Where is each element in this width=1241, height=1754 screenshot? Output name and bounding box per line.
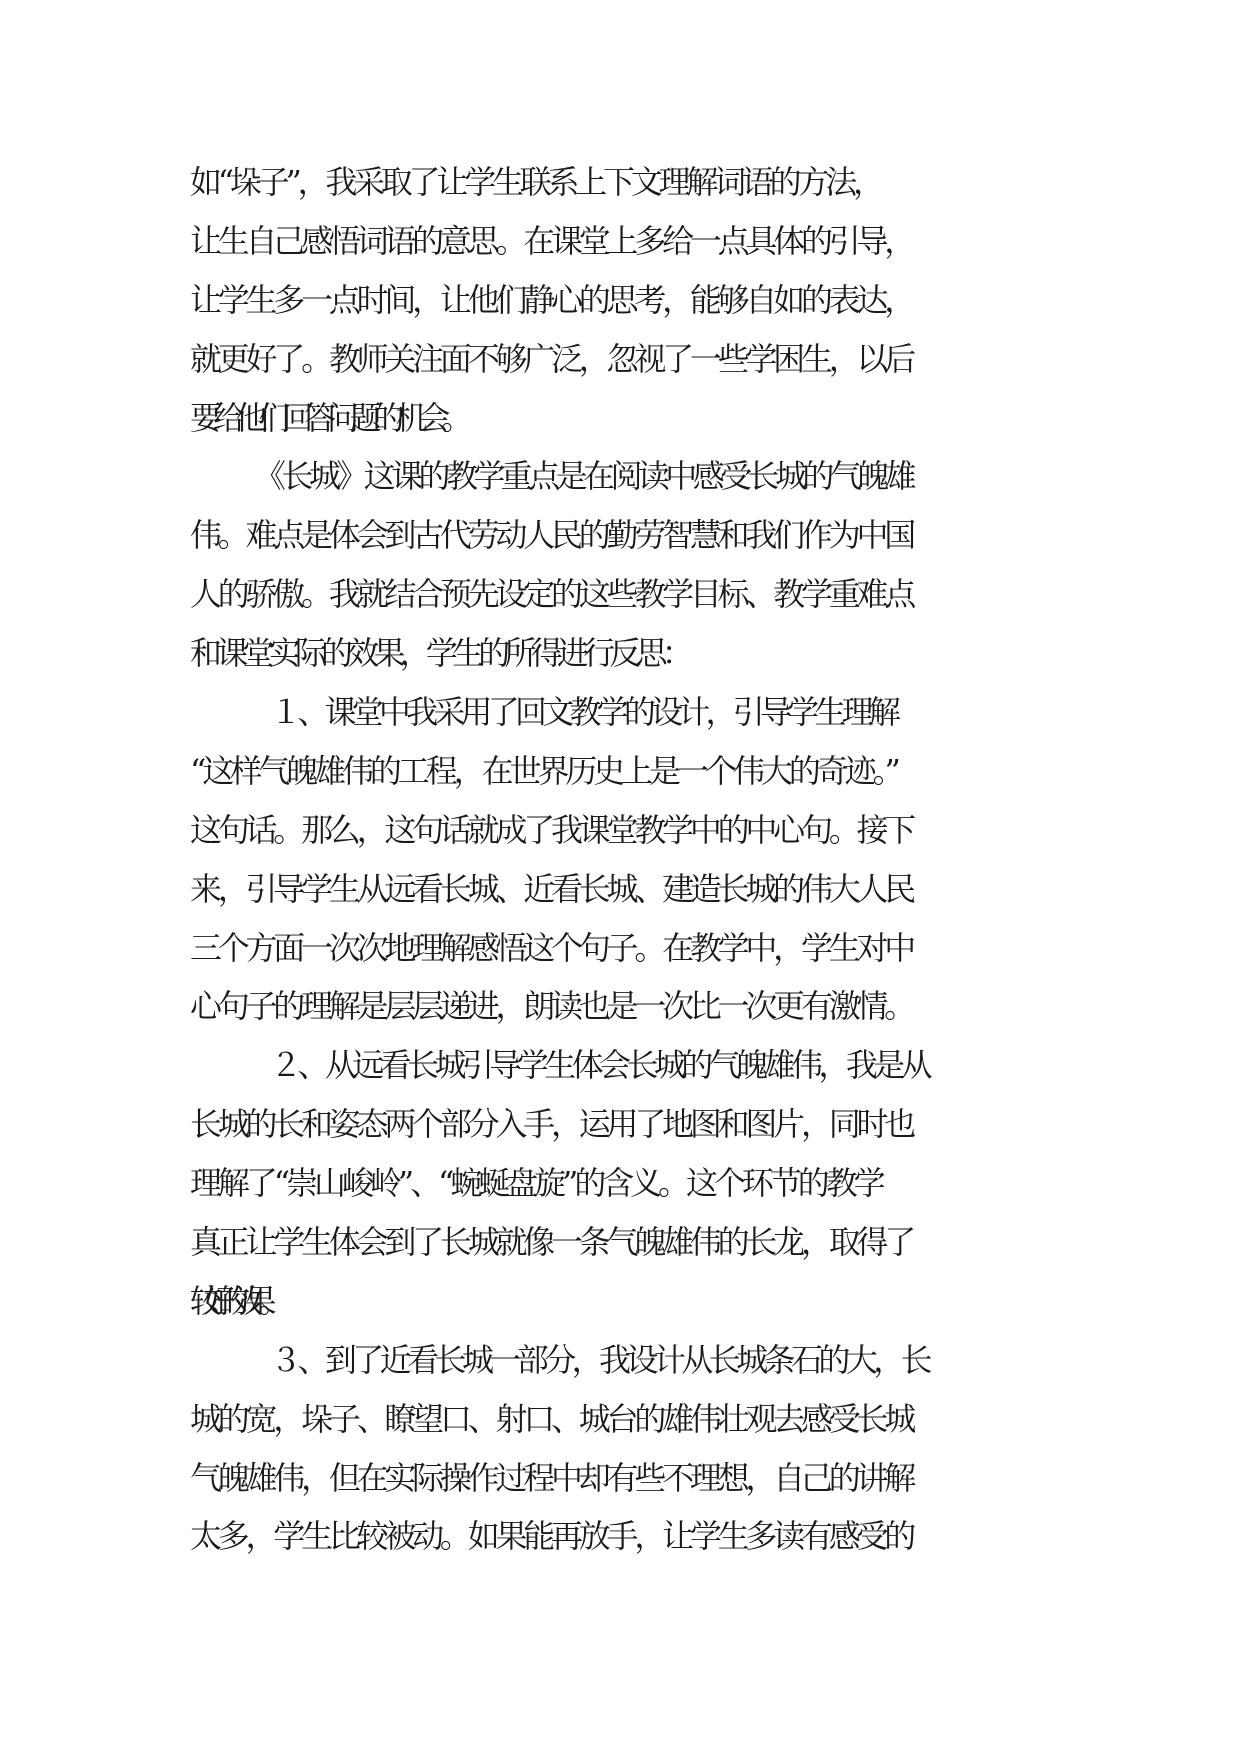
document-body xyxy=(190,153,1070,1566)
text-line: 真正让学生体会到了长城就像一条气魄雄伟的长龙，取得了 xyxy=(190,1223,913,1262)
text-line: 就更好了。教师关注面不够广泛，忽视了一些学困生，以后 xyxy=(190,339,913,378)
text-line: 城的宽，垛子、瞭望口、射口、城台的雄伟壮观去感受长城 xyxy=(190,1399,913,1438)
text-line: “这样气魄雄伟的工程，在世界历史上是一个伟大的奇迹。” xyxy=(190,751,897,790)
text-line: 和课堂实际的效果，学生的所得进行反思： xyxy=(190,634,688,673)
text-line: 人的骄傲。我就结合预先设定的这些教学目标、教学重难点 xyxy=(190,575,913,614)
text-line: 如“垛子”，我采取了让学生联系上下文理解词语的方法， xyxy=(190,163,881,201)
text-line: 较好的效果。 xyxy=(190,1281,273,1320)
text-line: ３、到了近看长城一部分，我设计从长城条石的大，长 xyxy=(270,1340,929,1379)
text-line: 太多，学生比较被动。如果能再放手，让学生多读有感受的 xyxy=(190,1517,913,1556)
text-line: 理解了“崇山峻岭”、“蜿蜒盘旋”的含义。这个环节的教学 xyxy=(190,1164,882,1203)
text-line: 气魄雄伟，但在实际操作过程中却有些不理想，自己的讲解 xyxy=(190,1458,913,1497)
text-line: 这句话。那么，这句话就成了我课堂教学中的中心句。接下 xyxy=(190,810,913,849)
text-line: 让学生多一点时间，让他们静心的思考，能够自如的表达， xyxy=(190,280,913,319)
text-line: 伟。难点是体会到古代劳动人民的勤劳智慧和我们作为中国 xyxy=(190,516,913,555)
text-line: 来，引导学生从远看长城、近看长城、建造长城的伟大人民 xyxy=(190,869,913,908)
text-line: 长城的长和姿态两个部分入手，运用了地图和图片，同时也 xyxy=(190,1105,913,1144)
text-line: 让生自己感悟词语的意思。在课堂上多给一点具体的引导， xyxy=(190,221,913,260)
text-line: 心句子的理解是层层递进，朗读也是一次比一次更有激情。 xyxy=(190,987,913,1026)
text-line: 要给他们回答问题的机会。 xyxy=(190,398,464,437)
text-line: 三个方面一次次地理解感悟这个句子。在教学中，学生对中 xyxy=(190,928,913,967)
text-line: 《长城》这课的教学重点是在阅读中感受长城的气魄雄 xyxy=(254,457,913,496)
text-line: ２、从远看长城引导学生体会长城的气魄雄伟，我是从 xyxy=(270,1046,929,1085)
text-line: １、课堂中我采用了回文教学的设计，引导学生理解 xyxy=(270,693,897,732)
